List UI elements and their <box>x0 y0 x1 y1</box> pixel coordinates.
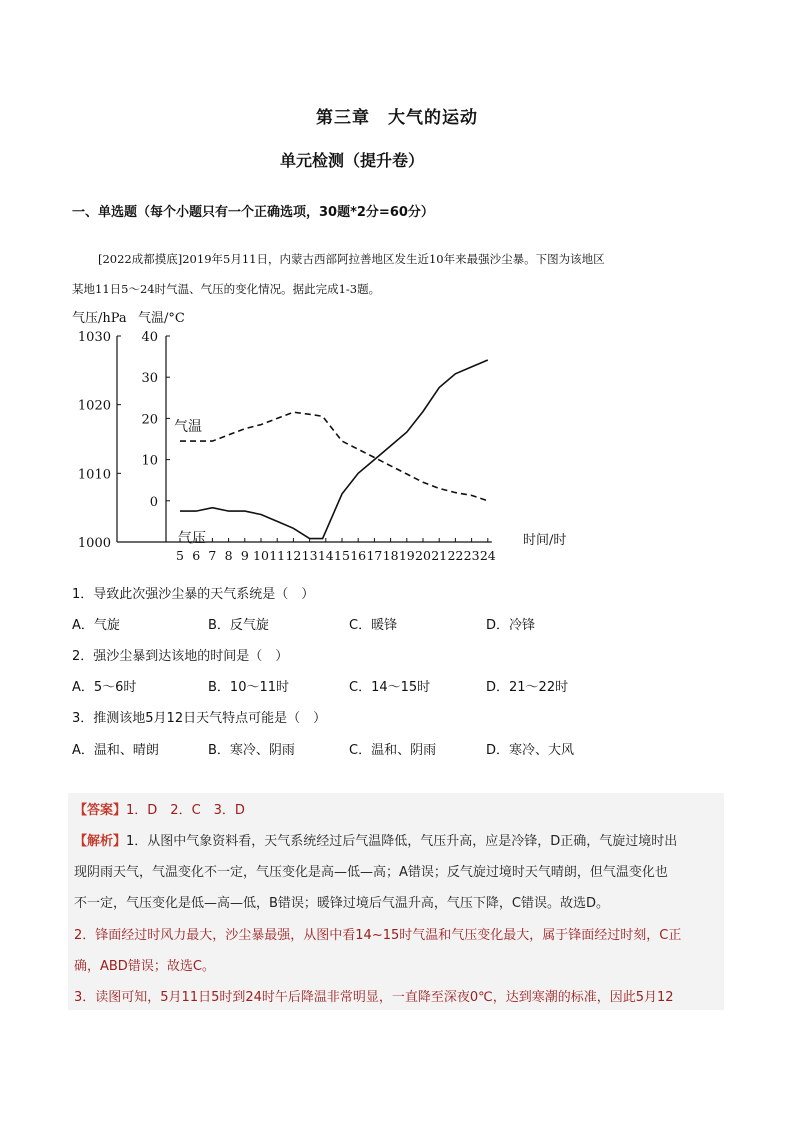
analysis-p1-l2: 现阴雨天气，气温变化不一定，气压变化是高—低—高；A错误；反气旋过境时天气晴朗，但气温变化也 <box>74 865 668 880</box>
pressure-tick-label: 1010 <box>77 467 111 483</box>
question-3-option-c[interactable]: C．温和、阴雨 <box>349 743 437 758</box>
question-2-stem: 2．强沙尘暴到达该地的时间是（ ） <box>72 649 289 664</box>
question-2-option-a[interactable]: A．5～6时 <box>72 680 137 695</box>
time-tick-label: 12 <box>285 548 302 563</box>
time-tick-label: 9 <box>240 548 249 563</box>
pressure-tick-label: 1020 <box>77 398 111 414</box>
y-right-axis-label: 气温/°C <box>138 311 185 326</box>
analysis-p2-l1: 2．锋面经过时风力最大，沙尘暴最强，从图中看14~15时气温和气压变化最大，属于锋面经过时刻，C正 <box>74 928 682 943</box>
temperature-tick-label: 10 <box>141 453 158 469</box>
time-tick-label: 6 <box>192 548 201 563</box>
time-tick-label: 7 <box>208 548 217 563</box>
question-2-option-c[interactable]: C．14～15时 <box>349 680 431 695</box>
intro-line-2: 某地11日5～24时气温、气压的变化情况。据此完成1-3题。 <box>72 282 381 296</box>
temperature-series-label: 气温 <box>174 418 202 435</box>
answer-tag: 【答案】 <box>74 803 127 818</box>
analysis-p3-l1: 3．读图可知，5月11日5时到24时午后降温非常明显，一直降至深夜0℃，达到寒潮的标准，因此5月12 <box>74 990 674 1005</box>
question-1-option-b[interactable]: B．反气旋 <box>208 618 269 633</box>
temperature-tick-label: 20 <box>141 412 158 428</box>
time-tick-label: 21 <box>431 548 448 563</box>
time-tick-label: 22 <box>447 548 464 563</box>
y-left-axis-label: 气压/hPa <box>72 311 127 326</box>
answer-line <box>74 799 245 818</box>
unit-subtitle: 单元检测（提升卷） <box>279 151 424 170</box>
temperature-tick-label: 30 <box>141 371 158 387</box>
section-heading: 一、单选题（每个小题只有一个正确选项，30题*2分=60分） <box>72 205 434 220</box>
question-intro <box>72 244 722 304</box>
question-3-option-a[interactable]: A．温和、晴朗 <box>72 743 159 758</box>
time-tick-label: 16 <box>350 548 367 563</box>
time-tick-label: 19 <box>398 548 415 563</box>
x-axis-label: 时间/时 <box>523 533 567 548</box>
time-tick-label: 8 <box>224 548 233 563</box>
analysis-line-1 <box>74 830 677 849</box>
pressure-series-label: 气压 <box>178 530 206 547</box>
question-2-option-d[interactable]: D．21～22时 <box>486 680 569 695</box>
question-1-option-d[interactable]: D．冷锋 <box>486 618 536 633</box>
time-tick-label: 24 <box>479 548 496 563</box>
pressure-tick-label: 1030 <box>77 330 111 345</box>
weather-chart <box>68 306 588 568</box>
time-tick-label: 5 <box>176 548 184 563</box>
temperature-tick-label: 0 <box>149 494 158 510</box>
analysis-p1-l1: 1．从图中气象资料看，天气系统经过后气温降低，气压升高，应是冷锋，D正确，气旋过境时出 <box>126 834 678 849</box>
question-3-option-b[interactable]: B．寒冷、阴雨 <box>208 743 295 758</box>
time-tick-label: 13 <box>301 548 318 563</box>
time-tick-label: 15 <box>334 548 350 563</box>
time-tick-label: 18 <box>382 548 399 563</box>
time-tick-label: 11 <box>269 548 286 563</box>
answer-key: 1．D 2．C 3．D <box>126 803 245 818</box>
time-tick-label: 20 <box>415 548 431 563</box>
question-2-option-b[interactable]: B．10～11时 <box>208 680 290 695</box>
chapter-title: 第三章 大气的运动 <box>316 108 478 128</box>
pressure-line <box>180 360 488 539</box>
question-1-stem: 1．导致此次强沙尘暴的天气系统是（ ） <box>72 587 315 602</box>
time-tick-label: 14 <box>317 548 334 563</box>
time-tick-label: 10 <box>253 548 269 563</box>
question-3-option-d[interactable]: D．寒冷、大风 <box>486 743 575 758</box>
temperature-line <box>180 412 488 501</box>
intro-line-1: [2022成都摸底]2019年5月11日，内蒙古西部阿拉善地区发生近10年来最强沙尘暴。下图为该地区 <box>98 252 605 266</box>
temperature-tick-label: 40 <box>141 330 158 345</box>
analysis-p1-l3: 不一定，气压变化是低—高—低，B错误；暖锋过境后气温升高，气压下降，C错误。故选D。 <box>74 896 610 911</box>
pressure-tick-label: 1000 <box>77 536 111 551</box>
question-1-option-a[interactable]: A．气旋 <box>72 618 120 633</box>
time-tick-label: 23 <box>463 548 480 563</box>
analysis-p2-l2: 确，ABD错误；故选C。 <box>74 959 215 974</box>
analysis-tag: 【解析】 <box>74 834 127 849</box>
question-3-stem: 3．推测该地5月12日天气特点可能是（ ） <box>72 711 327 726</box>
time-tick-label: 17 <box>366 548 383 563</box>
question-1-option-c[interactable]: C．暖锋 <box>349 618 398 633</box>
